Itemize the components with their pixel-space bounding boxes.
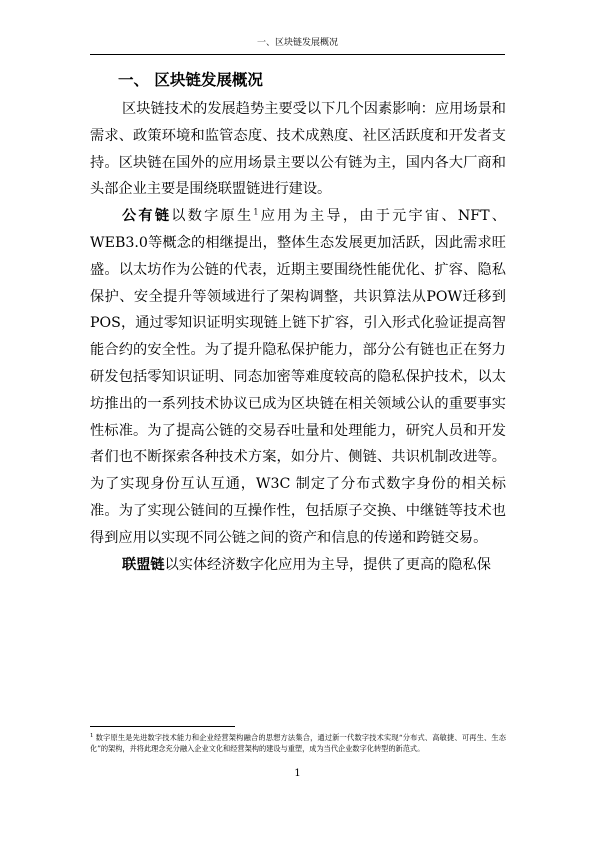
paragraph-consortium-chain [90,552,506,579]
paragraph-text: 区块链技术的发展趋势主要受以下几个因素影响：应用场景和需求、政策环境和监管态度、技术成熟度、社区活跃度和开发者支持。区块链在国外的应用场景主要以公有链为主，国内各大厂商和头部企业主要是围绕联盟链进行建设。 [90,101,506,198]
footnote-reference[interactable]: 1 [253,207,259,217]
footnote-text: 数字原生是先进数字技术能力和企业经营架构融合的思想方法集合，通过新一代数字技术实现“分布式、高敏捷、可再生、生态化”的架构，并将此理念充分融入企业文化和经营架构的建设与重塑，成为当代企业数字化转型的新范式。 [90,733,506,753]
header-rule [90,54,505,55]
paragraph-public-chain [90,203,506,551]
paragraph-text: 应用为主导，由于元宇宙、NFT、WEB3.0等概念的相继提出，整体生态发展更加活跃，因此需求旺盛。以太坊作为公链的代表，近期主要围绕性能优化、扩容、隐私保护、安全提升等领域进行了架构调整，共识算法从POW迁移到POS，通过零知识证明实现链上链下扩容，引入形式化验证提高智能合约的安全性。为了提升隐私保护能力，部分公有链也正在努力研发包括零知识证明、同态加密等难度较高的隐私保护技术，以太坊推出的一系列技术协议已成为区块链在相关领域公认的重要事实性标准。为了提高公链的交易吞吐量和处理能力，研究人员和开发者们也不断探索各种技术方案，如分片、侧链、共识机制改进等。为了实现身份互认互通，W3C 制定了分布式数字身份的相关标准。为了实现公链间的互操作性，包括原子交换、中继链等技术也得到应用以实现不同公链之间的资产和信息的传递和跨链交易。 [90,208,506,546]
paragraph-intro [90,96,506,203]
paragraph-text: 以实体经济数字化应用为主导，提供了更高的隐私保 [164,556,491,573]
lead-term-consortium-chain: 联盟链 [122,556,165,573]
lead-term-public-chain: 公有链 [122,208,172,225]
page-body [90,70,506,578]
footnote [90,733,506,754]
running-header [90,0,505,56]
running-title: 一、区块链发展概况 [256,38,338,48]
footnote-rule [90,726,235,727]
section-title: 一、 区块链发展概况 [118,71,263,89]
footnote-number: 1 [90,732,94,739]
paragraph-text: 以数字原生 [171,208,254,225]
page-number: 1 [294,768,301,779]
